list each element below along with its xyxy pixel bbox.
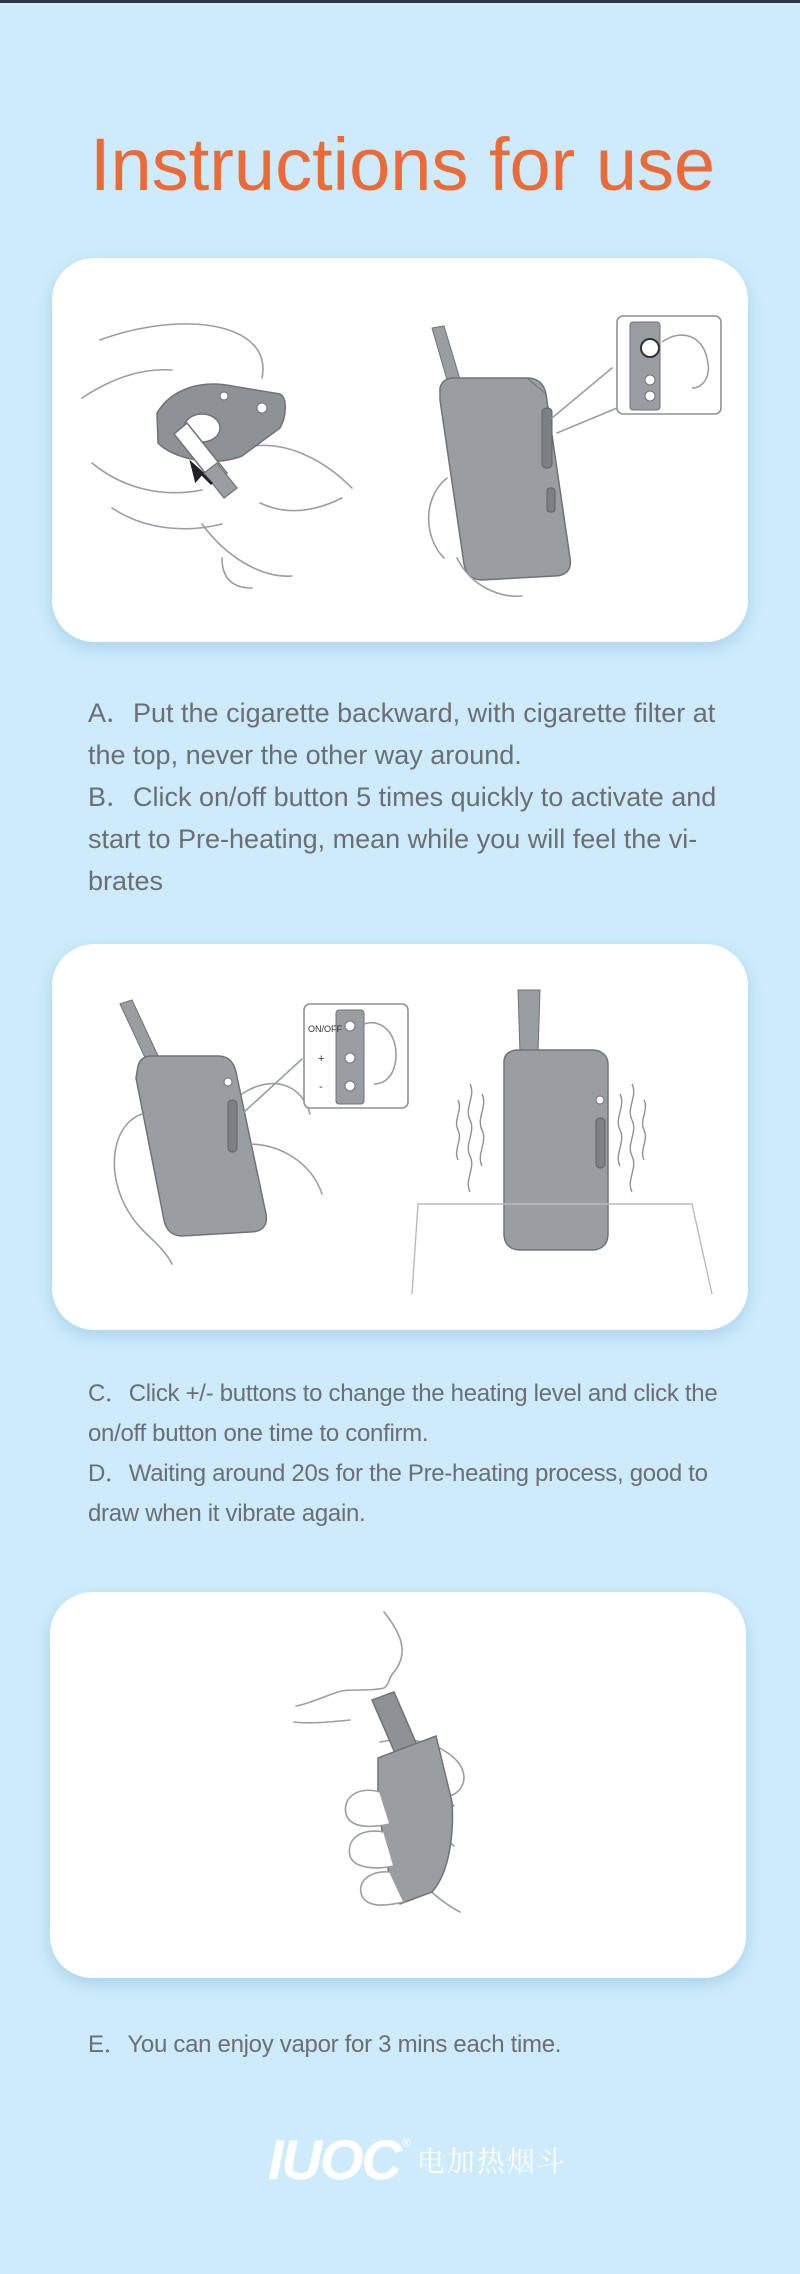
button-labels-inset <box>304 1004 408 1108</box>
left-hand-outline <box>100 324 263 378</box>
step-d-text: D．Waiting around 20s for the Pre-heating process, good to draw when it vibrate again. <box>88 1460 708 1527</box>
device-vibrating <box>504 990 608 1250</box>
step-e <box>88 2025 738 2065</box>
face-outline <box>296 1612 402 1706</box>
page-title: Instructions for use <box>90 123 716 206</box>
illustration-card-1 <box>52 258 748 642</box>
adjust-and-preheat-illustration <box>52 944 748 1330</box>
insert-and-activate-illustration <box>52 258 748 642</box>
button-zoom-inset <box>617 316 721 414</box>
registered-mark: ® <box>402 2136 411 2150</box>
steps-a-b <box>88 692 738 902</box>
illustration-card-3 <box>50 1592 746 1978</box>
brand-mark: IUOC <box>268 2128 400 2191</box>
steps-c-d <box>88 1374 738 1534</box>
step-b-text: B．Click on/off button 5 times quickly to activate and start to Pre-heating, mean while you will feel the vi-brates <box>88 782 717 896</box>
step-e-text: E．You can enjoy vapor for 3 mins each time. <box>88 2031 562 2058</box>
brand-tagline: 电加热烟斗 <box>416 2146 567 2177</box>
minus-label: - <box>319 1081 323 1093</box>
device-right <box>432 326 570 580</box>
step-a-text: A．Put the cigarette backward, with cigarette filter at the top, never the other way around. <box>88 698 716 770</box>
step-c-text: C．Click +/- buttons to change the heating level and click the on/off button one time to confirm. <box>88 1380 718 1447</box>
inhale-illustration <box>50 1592 746 1978</box>
plus-label: + <box>318 1053 325 1065</box>
top-border <box>0 0 800 3</box>
onoff-label: ON/OFF <box>308 1024 342 1034</box>
brand-logo <box>268 2130 567 2190</box>
device-held <box>120 1000 266 1236</box>
illustration-card-2 <box>52 944 748 1330</box>
